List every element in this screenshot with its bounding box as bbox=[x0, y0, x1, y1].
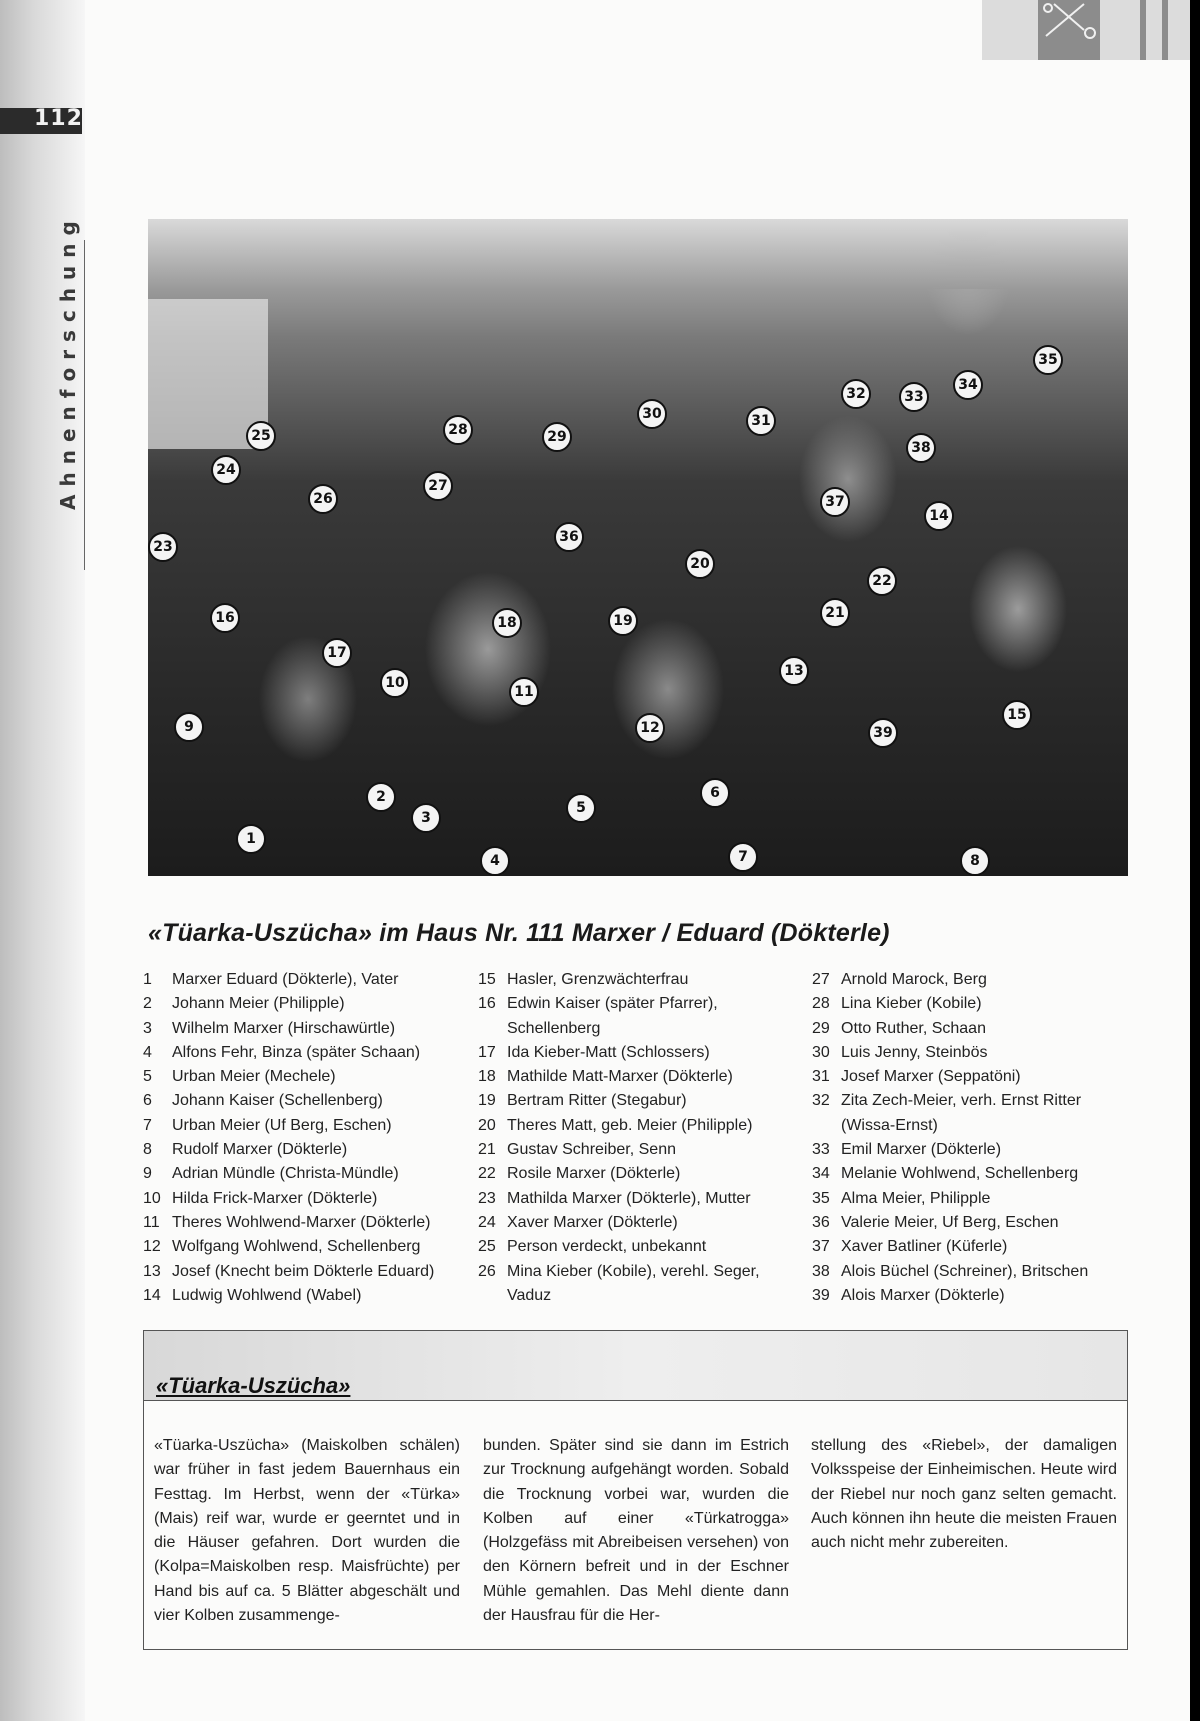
legend-number: 37 bbox=[812, 1238, 830, 1256]
legend-row bbox=[478, 1162, 798, 1186]
photo-ceiling bbox=[148, 219, 1128, 289]
person-marker: 29 bbox=[542, 422, 572, 452]
legend-number: 22 bbox=[478, 1165, 496, 1183]
legend-number: 14 bbox=[143, 1286, 161, 1304]
legend-name: Marxer Eduard (Dökterle), Vater bbox=[172, 971, 399, 988]
legend-row bbox=[143, 1114, 453, 1138]
legend-row bbox=[478, 1260, 798, 1284]
legend-name: Otto Ruther, Schaan bbox=[841, 1019, 986, 1037]
legend-name: Rosile Marxer (Dökterle) bbox=[507, 1165, 681, 1183]
legend-row bbox=[812, 1065, 1132, 1089]
legend-row bbox=[478, 1017, 798, 1041]
legend-row bbox=[478, 968, 798, 992]
legend-number: 19 bbox=[478, 1092, 496, 1110]
person-marker: 10 bbox=[380, 668, 410, 698]
legend-name: Bertram Ritter (Stegabur) bbox=[507, 1092, 687, 1110]
info-box-column-2: bunden. Später sind sie dann im Estrich zur Trocknung aufgehängt worden. Sobald die Trocknung vorbei war, wurden die Kolben auf einer «Türkatrogga» (Holzgefäss mit Abreibeisen versehen) von den Körnern befreit und in der Eschner Mühle gemahlen. Das Mehl diente dann der Hausfrau für die Her- bbox=[483, 1437, 789, 1625]
person-marker: 13 bbox=[779, 656, 809, 686]
legend-name: Mathilda Marxer (Dökterle), Mutter bbox=[507, 1189, 751, 1207]
legend-name: Xaver Marxer (Dökterle) bbox=[507, 1213, 678, 1231]
legend-row bbox=[143, 1187, 453, 1211]
legend-number: 32 bbox=[812, 1092, 830, 1110]
legend-name: Adrian Mündle (Christa-Mündle) bbox=[172, 1165, 399, 1183]
legend-name: Schellenberg bbox=[507, 1019, 601, 1037]
person-marker: 8 bbox=[960, 846, 990, 876]
legend-number bbox=[812, 1114, 841, 1138]
legend-number: 16 bbox=[478, 995, 496, 1013]
legend-row bbox=[812, 1017, 1132, 1041]
legend-name: Theres Matt, geb. Meier (Philipple) bbox=[507, 1116, 753, 1134]
legend-name: Mathilde Matt-Marxer (Dökterle) bbox=[507, 1068, 733, 1086]
legend-row bbox=[478, 1211, 798, 1235]
legend-number: 23 bbox=[478, 1189, 496, 1207]
legend-row bbox=[143, 1138, 453, 1162]
person-marker: 35 bbox=[1033, 345, 1063, 375]
person-marker: 5 bbox=[566, 793, 596, 823]
legend-name: Emil Marxer (Dökterle) bbox=[841, 1141, 1002, 1159]
person-marker: 28 bbox=[443, 415, 473, 445]
legend-number: 3 bbox=[143, 1019, 152, 1037]
legend-row bbox=[812, 1138, 1132, 1162]
person-marker: 22 bbox=[867, 566, 897, 596]
legend-row bbox=[143, 1017, 453, 1041]
legend-number: 33 bbox=[812, 1141, 830, 1159]
legend-number: 39 bbox=[812, 1286, 830, 1304]
legend-row bbox=[143, 1162, 453, 1186]
legend-number: 1 bbox=[143, 971, 152, 988]
legend-number: 21 bbox=[478, 1141, 496, 1159]
legend-number: 25 bbox=[478, 1238, 496, 1256]
person-marker: 9 bbox=[174, 712, 204, 742]
person-marker: 11 bbox=[509, 677, 539, 707]
legend-name: Melanie Wohlwend, Schellenberg bbox=[841, 1165, 1079, 1183]
legend-number: 30 bbox=[812, 1043, 830, 1061]
legend-row bbox=[143, 1211, 453, 1235]
info-box-header bbox=[144, 1331, 1127, 1401]
scan-edge bbox=[1190, 0, 1200, 1721]
legend-number: 7 bbox=[143, 1116, 152, 1134]
legend-row bbox=[143, 1065, 453, 1089]
legend-name: Vaduz bbox=[507, 1286, 552, 1304]
person-marker: 6 bbox=[700, 778, 730, 808]
legend-row bbox=[812, 1114, 1132, 1138]
legend-name: Ludwig Wohlwend (Wabel) bbox=[172, 1286, 362, 1304]
legend-number: 34 bbox=[812, 1165, 830, 1183]
person-marker: 32 bbox=[841, 379, 871, 409]
legend-row bbox=[143, 1260, 453, 1284]
person-marker: 34 bbox=[953, 370, 983, 400]
legend-row bbox=[143, 1284, 453, 1308]
person-marker: 24 bbox=[211, 455, 241, 485]
legend-number: 8 bbox=[143, 1141, 152, 1159]
legend-name: Alma Meier, Philipple bbox=[841, 1189, 991, 1207]
legend-row bbox=[143, 992, 453, 1016]
legend-number: 4 bbox=[143, 1043, 152, 1061]
person-marker: 3 bbox=[411, 803, 441, 833]
legend-number: 29 bbox=[812, 1019, 830, 1037]
legend-name: Xaver Batliner (Küferle) bbox=[841, 1238, 1008, 1256]
legend-number: 31 bbox=[812, 1068, 830, 1086]
photo-caption: «Tüarka-Uszücha» im Haus Nr. 111 Marxer / Eduard (Dökterle) bbox=[148, 919, 890, 947]
legend-name: Urban Meier (Uf Berg, Eschen) bbox=[172, 1116, 392, 1134]
legend-row bbox=[143, 1089, 453, 1113]
group-photo bbox=[148, 219, 1128, 876]
legend-number: 9 bbox=[143, 1165, 152, 1183]
legend-number: 36 bbox=[812, 1213, 830, 1231]
legend-row bbox=[812, 1235, 1132, 1259]
section-label: Ahnenforschung bbox=[56, 213, 80, 510]
person-marker: 33 bbox=[899, 382, 929, 412]
legend-name: Person verdeckt, unbekannt bbox=[507, 1238, 707, 1256]
legend-number: 11 bbox=[143, 1213, 160, 1231]
legend-name: Lina Kieber (Kobile) bbox=[841, 995, 982, 1013]
person-marker: 1 bbox=[236, 824, 266, 854]
legend-row bbox=[812, 1187, 1132, 1211]
legend-row bbox=[143, 1041, 453, 1065]
legend-row bbox=[812, 968, 1132, 992]
legend-name: Urban Meier (Mechele) bbox=[172, 1068, 336, 1086]
person-marker: 14 bbox=[924, 501, 954, 531]
legend-row bbox=[478, 1187, 798, 1211]
person-marker: 26 bbox=[308, 484, 338, 514]
person-marker: 25 bbox=[246, 421, 276, 451]
legend-name: Wilhelm Marxer (Hirschawürtle) bbox=[172, 1019, 396, 1037]
legend-name: Zita Zech-Meier, verh. Ernst Ritter bbox=[841, 1092, 1082, 1110]
legend-name: Edwin Kaiser (später Pfarrer), bbox=[507, 995, 718, 1013]
legend-number: 24 bbox=[478, 1213, 496, 1231]
person-marker: 7 bbox=[728, 842, 758, 872]
person-marker: 4 bbox=[480, 846, 510, 876]
legend-row bbox=[812, 1211, 1132, 1235]
legend-number: 10 bbox=[143, 1189, 161, 1207]
legend-name: Rudolf Marxer (Dökterle) bbox=[172, 1141, 348, 1159]
legend-row bbox=[143, 968, 453, 992]
legend-name: Ida Kieber-Matt (Schlossers) bbox=[507, 1043, 710, 1061]
person-marker: 38 bbox=[906, 433, 936, 463]
legend-row bbox=[812, 1260, 1132, 1284]
legend-row bbox=[478, 1065, 798, 1089]
legend-row bbox=[812, 1041, 1132, 1065]
person-marker: 18 bbox=[492, 608, 522, 638]
legend-name: Josef Marxer (Seppatöni) bbox=[841, 1068, 1021, 1086]
legend-number: 6 bbox=[143, 1092, 152, 1110]
legend-row bbox=[478, 1041, 798, 1065]
legend-name: Luis Jenny, Steinbös bbox=[841, 1043, 988, 1061]
legend-row bbox=[478, 1089, 798, 1113]
legend-row bbox=[812, 1284, 1132, 1308]
section-rule bbox=[84, 240, 85, 570]
legend-number: 28 bbox=[812, 995, 830, 1013]
person-marker: 2 bbox=[366, 782, 396, 812]
legend-name: Alfons Fehr, Binza (später Schaan) bbox=[172, 1043, 421, 1061]
legend-name: Alois Marxer (Dökterle) bbox=[841, 1286, 1005, 1304]
legend-number: 38 bbox=[812, 1262, 830, 1280]
person-marker: 15 bbox=[1002, 700, 1032, 730]
legend-number bbox=[478, 1017, 507, 1041]
info-box-column-1: «Tüarka-Uszücha» (Maiskolben schälen) war früher in fast jedem Bauernhaus ein Festtag. Im Herbst, wenn der «Türka» (Mais) reif war, wurde er geerntet und in die Häuser gefahren. Dort wurden die (Kolpa=Maiskolben resp. Maisfrüchte) per Hand bis auf ca. 5 Blätter abgeschält und vier Kolben zusammenge- bbox=[154, 1437, 460, 1625]
person-marker: 17 bbox=[322, 638, 352, 668]
legend-number: 35 bbox=[812, 1189, 830, 1207]
legend-name: Johann Kaiser (Schellenberg) bbox=[172, 1092, 383, 1110]
legend-name: Mina Kieber (Kobile), verehl. Seger, bbox=[507, 1262, 760, 1280]
legend-number: 15 bbox=[478, 971, 496, 988]
person-marker: 37 bbox=[820, 487, 850, 517]
legend-row bbox=[478, 1138, 798, 1162]
legend-row bbox=[812, 1089, 1132, 1113]
legend-number: 18 bbox=[478, 1068, 496, 1086]
legend-number: 26 bbox=[478, 1262, 496, 1280]
legend-row bbox=[478, 992, 798, 1016]
legend-name: Hasler, Grenzwächterfrau bbox=[507, 971, 689, 988]
legend-number: 17 bbox=[478, 1043, 496, 1061]
person-marker: 27 bbox=[423, 471, 453, 501]
legend-row bbox=[812, 992, 1132, 1016]
legend-name: Theres Wohlwend-Marxer (Dökterle) bbox=[172, 1213, 431, 1231]
person-marker: 31 bbox=[746, 406, 776, 436]
person-marker: 20 bbox=[685, 549, 715, 579]
person-marker: 36 bbox=[554, 522, 584, 552]
legend-number: 12 bbox=[143, 1238, 161, 1256]
legend-name: Josef (Knecht beim Dökterle Eduard) bbox=[172, 1262, 435, 1280]
legend-name: Gustav Schreiber, Senn bbox=[507, 1141, 676, 1159]
legend-name: (Wissa-Ernst) bbox=[841, 1116, 938, 1134]
legend-row bbox=[478, 1235, 798, 1259]
legend-number: 27 bbox=[812, 971, 830, 988]
legend-name: Valerie Meier, Uf Berg, Eschen bbox=[841, 1213, 1059, 1231]
person-marker: 19 bbox=[608, 606, 638, 636]
person-marker: 12 bbox=[635, 713, 665, 743]
legend-name: Hilda Frick-Marxer (Dökterle) bbox=[172, 1189, 378, 1207]
legend-number: 2 bbox=[143, 995, 152, 1013]
legend-row bbox=[478, 1284, 798, 1308]
legend-row bbox=[812, 1162, 1132, 1186]
legend-column-3 bbox=[812, 968, 1132, 1308]
legend-number: 13 bbox=[143, 1262, 161, 1280]
person-marker: 23 bbox=[148, 532, 178, 562]
info-box-title: «Tüarka-Uszücha» bbox=[156, 1373, 351, 1398]
legend-row bbox=[478, 1114, 798, 1138]
legend-number: 5 bbox=[143, 1068, 152, 1086]
legend-name: Alois Büchel (Schreiner), Britschen bbox=[841, 1262, 1089, 1280]
legend-row bbox=[143, 1235, 453, 1259]
legend-name: Arnold Marock, Berg bbox=[841, 971, 987, 988]
person-marker: 39 bbox=[868, 718, 898, 748]
scissors-icon bbox=[1040, 0, 1100, 42]
page-number: 112 bbox=[34, 106, 83, 131]
legend-number: 20 bbox=[478, 1116, 496, 1134]
legend-column-2 bbox=[478, 968, 798, 1308]
person-marker: 16 bbox=[210, 603, 240, 633]
legend-number bbox=[478, 1284, 507, 1308]
info-box-column-3: stellung des «Riebel», der damaligen Volksspeise der Einheimischen. Heute wird der Riebel nur noch ganz selten gemacht. Auch können ihn heute die meisten Frauen auch nicht mehr zubereiten. bbox=[811, 1437, 1117, 1552]
info-box bbox=[143, 1330, 1128, 1650]
person-marker: 21 bbox=[820, 598, 850, 628]
legend-name: Johann Meier (Philipple) bbox=[172, 995, 345, 1013]
person-marker: 30 bbox=[637, 399, 667, 429]
legend-column-1 bbox=[143, 968, 453, 1308]
legend-name: Wolfgang Wohlwend, Schellenberg bbox=[172, 1238, 421, 1256]
